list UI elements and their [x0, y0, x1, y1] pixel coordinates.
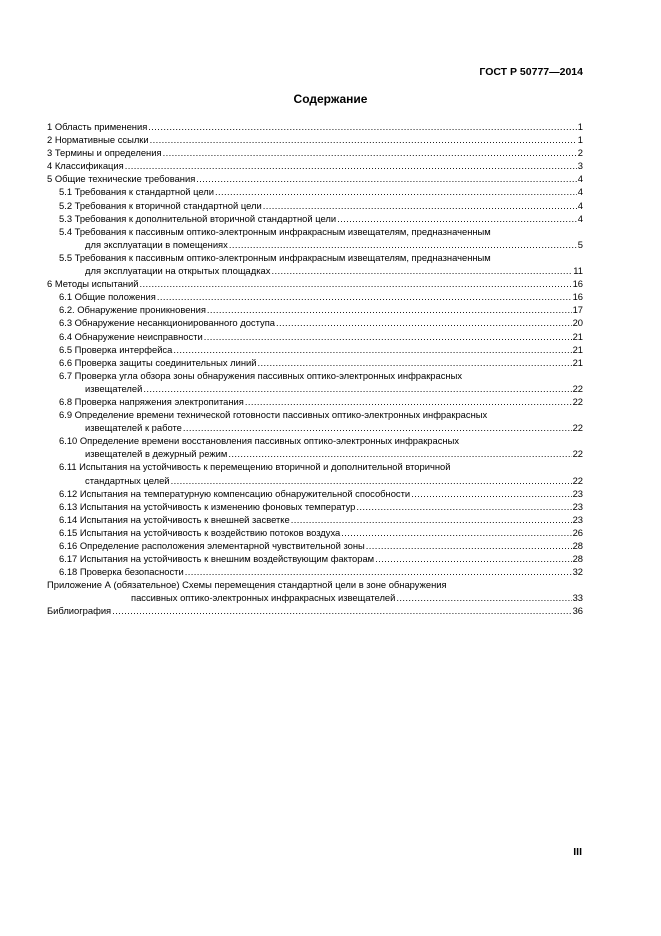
leader-dots: [341, 526, 571, 539]
standard-designation: ГОСТ Р 50777—2014: [479, 66, 583, 78]
toc-entry-text: 6.11 Испытания на устойчивость к перемещению вторичной и дополнительной вторичной: [59, 461, 451, 473]
toc-entry-continuation: пассивных оптико-электронных инфракрасных извещателей: [131, 592, 396, 604]
toc-entry-text: 6.17 Испытания на устойчивость к внешним воздействующим факторам: [59, 553, 375, 565]
toc-entry-text: Библиография: [47, 605, 112, 617]
toc-page-number: 22: [572, 474, 583, 486]
toc-entry-text: 4 Классификация: [47, 160, 124, 172]
toc-entry[interactable]: [47, 382, 583, 395]
toc-entry[interactable]: [47, 290, 583, 303]
table-of-contents: [47, 120, 583, 618]
leader-dots: [163, 146, 577, 159]
toc-entry-text: 6.16 Определение расположения элементарной чувствительной зоны: [59, 540, 365, 551]
leader-dots: [257, 356, 571, 369]
toc-entry[interactable]: [47, 591, 583, 604]
toc-page-number: 3: [577, 160, 583, 172]
toc-entry-text: 6.15 Испытания на устойчивость к воздействию потоков воздуха: [59, 526, 341, 538]
toc-page-number: 23: [572, 487, 583, 499]
toc-entry-text: 5.3 Требования к дополнительной вторичной стандартной цели: [59, 212, 337, 224]
leader-dots: [337, 212, 577, 225]
toc-entry[interactable]: [47, 133, 583, 146]
leader-dots: [196, 172, 577, 185]
toc-entry-text: 6.3 Обнаружение несанкционированного доступа: [59, 317, 275, 329]
toc-entry-text: 5.4 Требования к пассивным оптико-электронным инфракрасным извещателям, предназначенным: [59, 225, 491, 237]
toc-page-number: 21: [572, 343, 583, 355]
toc-entry[interactable]: [47, 565, 583, 578]
toc-entry-text: 6.8 Проверка напряжения электропитания: [59, 395, 244, 407]
leader-dots: [215, 185, 577, 198]
toc-entry[interactable]: [47, 513, 583, 526]
toc-page-number: 4: [577, 199, 583, 211]
leader-dots: [148, 120, 576, 133]
toc-page-number: 22: [572, 395, 583, 407]
leader-dots: [157, 290, 572, 303]
leader-dots: [143, 382, 571, 395]
toc-entry-continuation: извещателей в дежурный режим: [85, 448, 228, 460]
toc-entry-text: 6.4 Обнаружение неисправности: [59, 330, 203, 342]
toc-entry-text: 6.7 Проверка угла обзора зоны обнаружения пассивных оптико-электронных инфракрасных: [59, 369, 463, 381]
toc-entry-text: 6.13 Испытания на устойчивость к изменению фоновых температур: [59, 500, 356, 512]
toc-page-number: 22: [572, 382, 583, 394]
toc-entry[interactable]: [47, 604, 583, 617]
leader-dots: [356, 500, 571, 513]
toc-entry-text: 6 Методы испытаний: [47, 278, 139, 290]
toc-entry[interactable]: [47, 474, 583, 487]
toc-page-number: 4: [577, 186, 583, 198]
toc-entry[interactable]: [47, 526, 583, 539]
toc-page-number: 4: [577, 212, 583, 224]
toc-entry[interactable]: [47, 539, 583, 552]
leader-dots: [375, 552, 571, 565]
toc-page-number: 26: [572, 526, 583, 538]
toc-page-number: 1: [577, 121, 583, 132]
toc-entry[interactable]: [47, 146, 583, 159]
toc-entry[interactable]: [47, 421, 583, 434]
leader-dots: [139, 277, 571, 290]
leader-dots: [112, 604, 571, 617]
toc-entry-continuation: извещателей: [85, 382, 143, 394]
toc-entry-text: 6.1 Общие положения: [59, 291, 156, 303]
toc-page-number: 11: [573, 265, 583, 277]
toc-page-number: 22: [572, 422, 583, 434]
toc-entry[interactable]: [47, 316, 583, 329]
toc-entry[interactable]: [47, 238, 583, 251]
page-title: Содержание: [293, 92, 368, 106]
toc-entry-text: 2 Нормативные ссылки: [47, 134, 149, 146]
toc-page-number: 2: [577, 147, 583, 159]
toc-entry[interactable]: [47, 447, 583, 460]
toc-page-number: 22: [572, 448, 583, 460]
toc-entry[interactable]: [47, 552, 583, 565]
toc-entry-text: 6.12 Испытания на температурную компенсацию обнаружительной способности: [59, 487, 411, 499]
leader-dots: [271, 264, 572, 277]
leader-dots: [207, 303, 572, 316]
page-number: III: [573, 846, 582, 858]
toc-entry[interactable]: [47, 277, 583, 290]
toc-page-number: 17: [572, 304, 583, 316]
toc-page-number: 21: [572, 330, 583, 342]
toc-entry[interactable]: [47, 185, 583, 198]
toc-entry[interactable]: [47, 212, 583, 225]
toc-page-number: 16: [572, 291, 583, 303]
toc-entry[interactable]: [47, 264, 583, 277]
toc-entry[interactable]: [47, 395, 583, 408]
toc-entry[interactable]: [47, 159, 583, 172]
leader-dots: [291, 513, 572, 526]
toc-entry-text: 5.5 Требования к пассивным оптико-электронным инфракрасным извещателям, предназначенным: [59, 251, 491, 263]
leader-dots: [263, 199, 577, 212]
toc-entry-text: 3 Термины и определения: [47, 147, 162, 159]
leader-dots: [411, 487, 571, 500]
toc-entry-continuation: извещателей к работе: [85, 422, 182, 434]
toc-entry-text: Приложение А (обязательное) Схемы перемещения стандартной цели в зоне обнаружения: [47, 579, 447, 591]
toc-page-number: 23: [572, 500, 583, 512]
leader-dots: [150, 133, 577, 146]
toc-page-number: 33: [572, 592, 583, 604]
leader-dots: [366, 539, 572, 552]
toc-entry[interactable]: [47, 500, 583, 513]
toc-page-number: 23: [572, 513, 583, 525]
toc-entry[interactable]: [47, 303, 583, 316]
leader-dots: [396, 591, 571, 604]
toc-page-number: 21: [572, 356, 583, 368]
toc-entry[interactable]: [47, 356, 583, 369]
toc-page-number: 16: [572, 278, 583, 290]
toc-entry-text: 6.6 Проверка защиты соединительных линий: [59, 356, 257, 368]
leader-dots: [276, 316, 572, 329]
leader-dots: [185, 565, 572, 578]
toc-entry-text: 6.14 Испытания на устойчивость к внешней засветке: [59, 513, 290, 525]
toc-entry[interactable]: [47, 172, 583, 185]
toc-entry-text: 5.1 Требования к стандартной цели: [59, 186, 214, 198]
leader-dots: [183, 421, 572, 434]
toc-page-number: 28: [572, 553, 583, 565]
toc-entry[interactable]: [47, 487, 583, 500]
toc-entry-continuation: для эксплуатации на открытых площадках: [85, 265, 271, 277]
toc-entry-text: 6.5 Проверка интерфейса: [59, 343, 173, 355]
toc-entry-text: 1 Область применения: [47, 121, 148, 132]
toc-entry-text: 6.18 Проверка безопасности: [59, 566, 184, 578]
toc-entry-continuation: стандартных целей: [85, 474, 170, 486]
leader-dots: [125, 159, 577, 172]
toc-page-number: 20: [572, 317, 583, 329]
toc-page-number: 4: [577, 173, 583, 185]
toc-entry[interactable]: [47, 199, 583, 212]
leader-dots: [245, 395, 572, 408]
leader-dots: [229, 238, 577, 251]
toc-entry[interactable]: [47, 330, 583, 343]
toc-entry[interactable]: [47, 120, 583, 133]
leader-dots: [228, 447, 571, 460]
toc-entry-text: 6.10 Определение времени восстановления пассивных оптико-электронных инфракрасных: [59, 435, 460, 447]
toc-entry-text: 6.2. Обнаружение проникновения: [59, 304, 206, 316]
toc-entry-text: 5.2 Требования к вторичной стандартной цели: [59, 199, 262, 211]
toc-entry[interactable]: [47, 343, 583, 356]
toc-page-number: 5: [577, 238, 583, 250]
toc-page-number: 28: [572, 540, 583, 551]
toc-entry-text: 5 Общие технические требования: [47, 173, 196, 185]
toc-page-number: 1: [577, 134, 583, 146]
toc-entry-text: 6.9 Определение времени технической готовности пассивных оптико-электронных инфракрасных: [59, 409, 488, 421]
leader-dots: [171, 474, 572, 487]
toc-page-number: 32: [572, 566, 583, 578]
toc-page-number: 36: [572, 605, 583, 617]
toc-entry-continuation: для эксплуатации в помещениях: [85, 238, 228, 250]
leader-dots: [204, 330, 572, 343]
leader-dots: [173, 343, 571, 356]
